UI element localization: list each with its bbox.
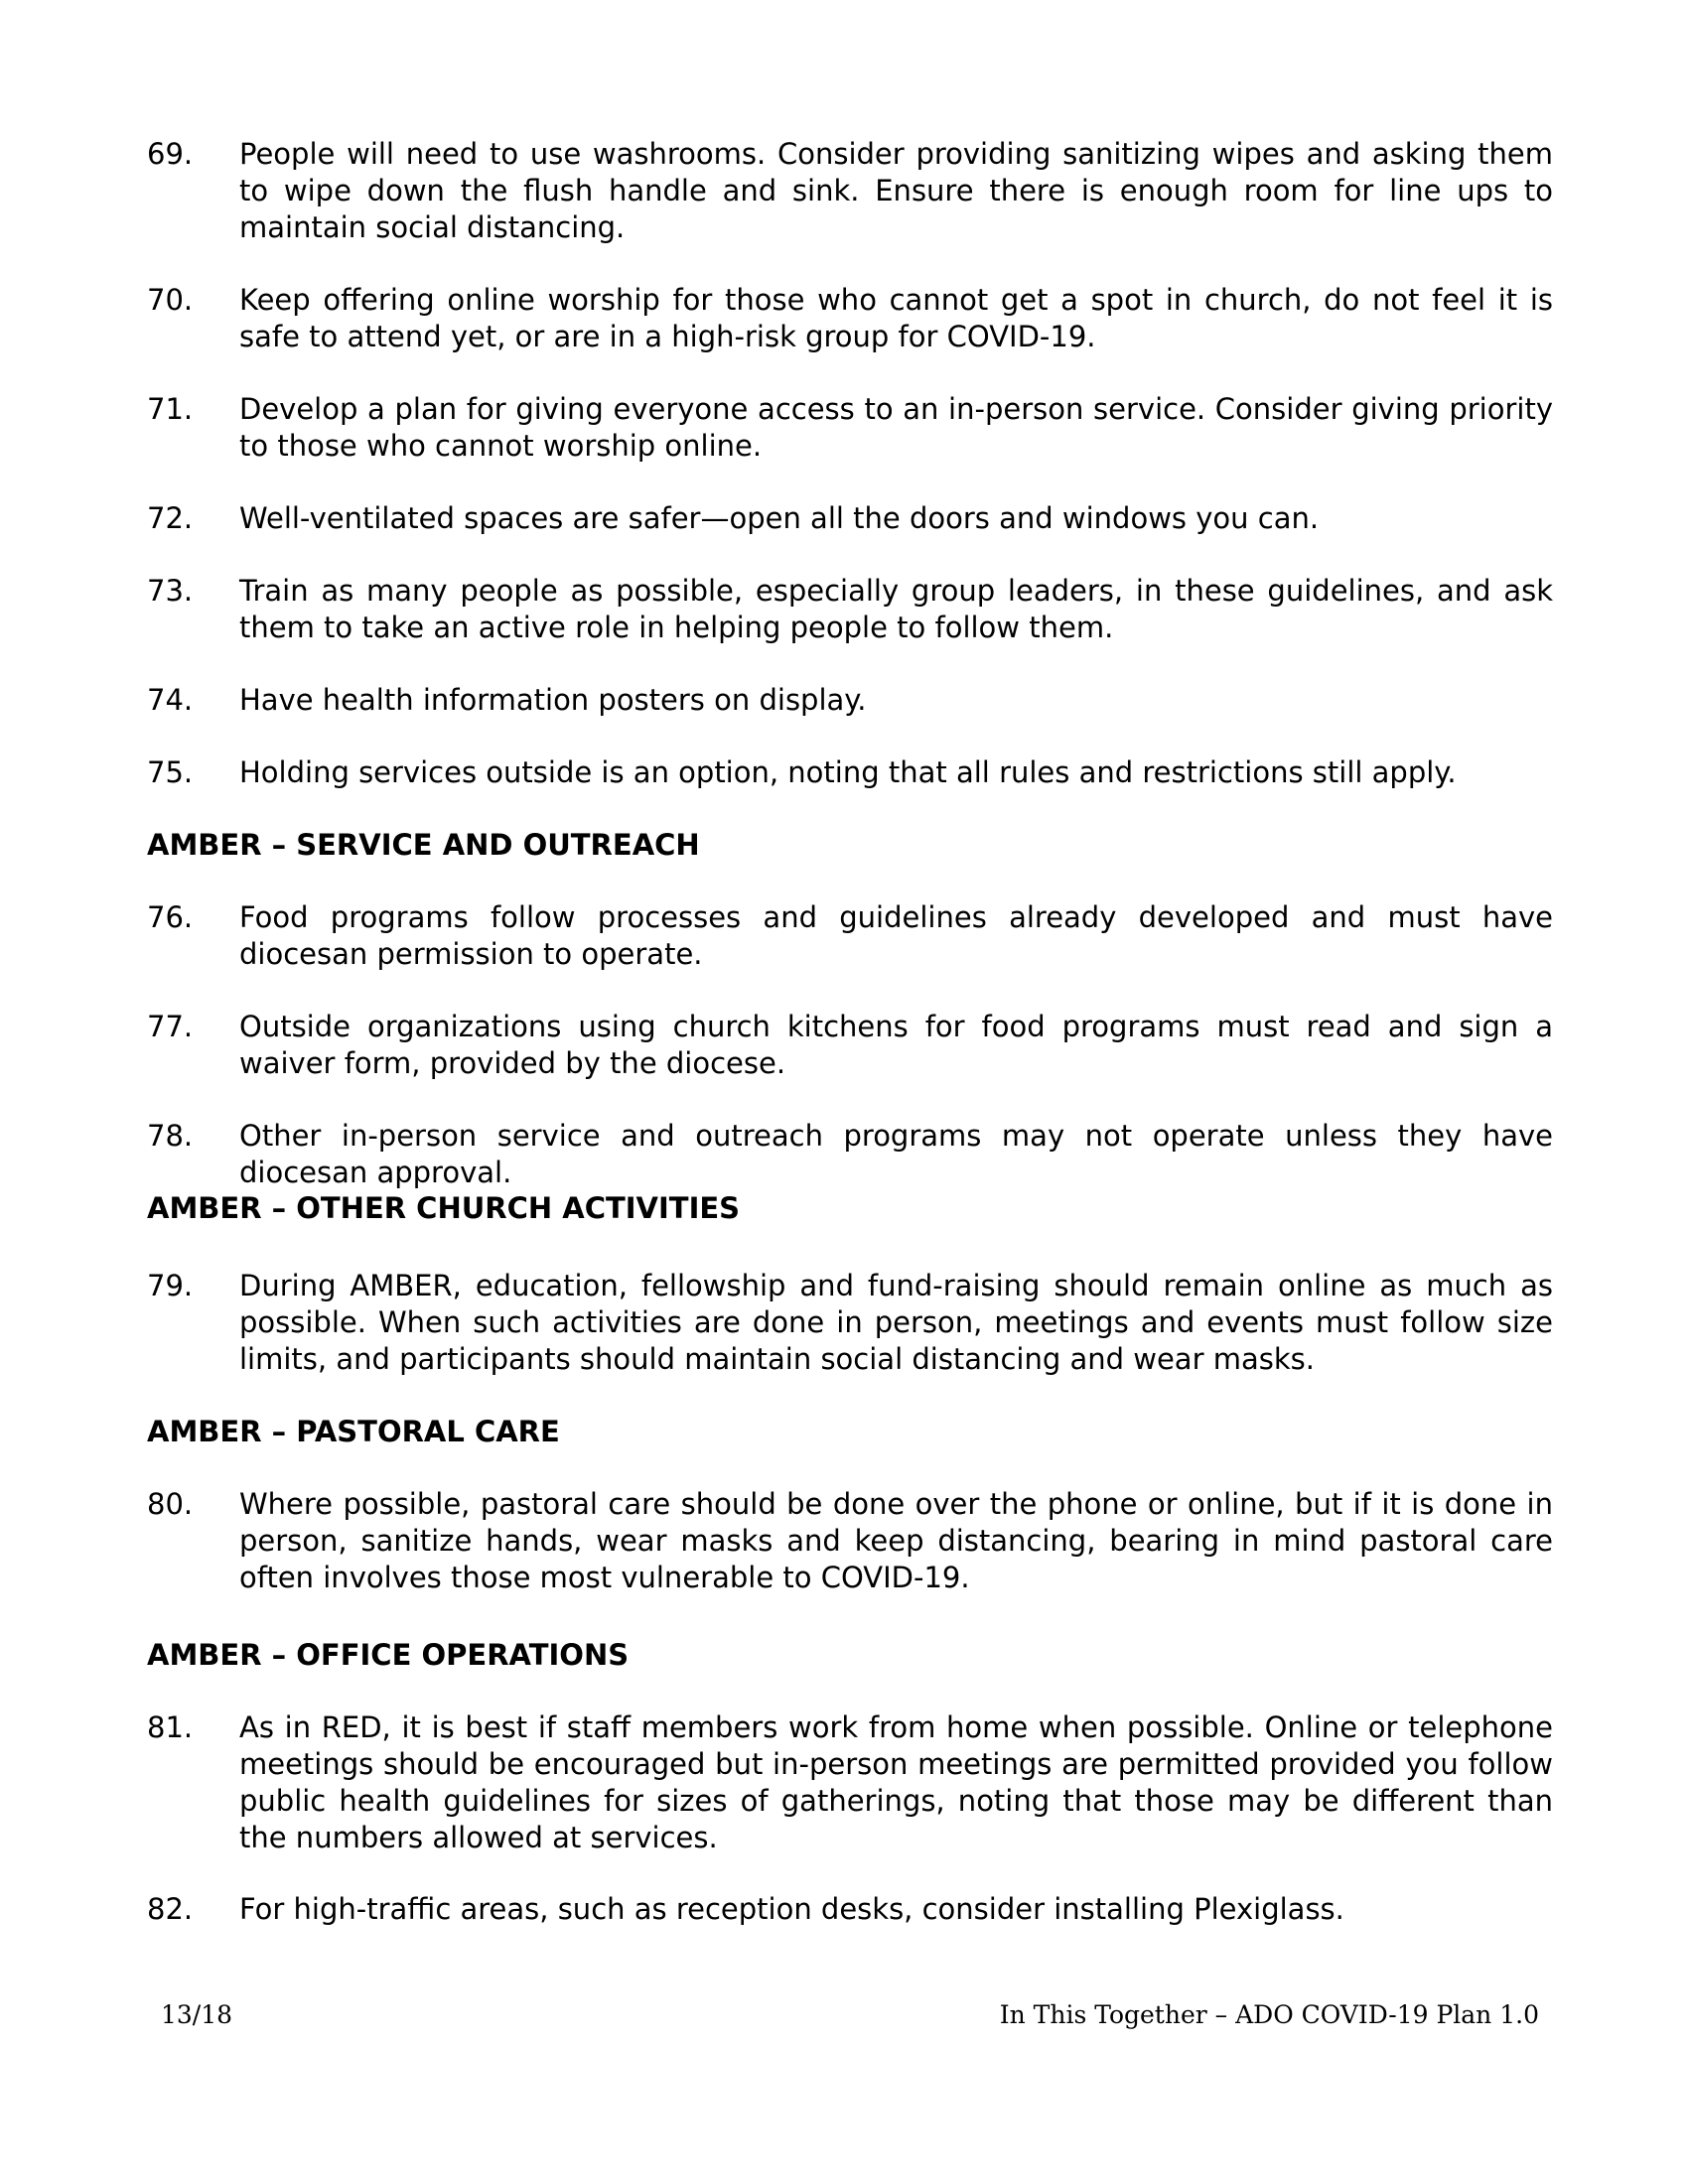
list-item-79 [147,1268,1553,1378]
list-item-73 [147,573,1553,646]
list-item-69 [147,136,1553,246]
section-heading-service-outreach: AMBER – SERVICE AND OUTREACH [147,828,700,862]
section-heading-office-operations: AMBER – OFFICE OPERATIONS [147,1638,630,1672]
item-text: Other in-person service and outreach programs may not operate unless they have diocesan approval. [239,1119,1553,1189]
item-text: Train as many people as possible, especially group leaders, in these guidelines, and ask them to take an active role in helping people to follow them. [239,574,1553,644]
item-number: 74. [147,683,194,717]
item-text: During AMBER, education, fellowship and fund-raising should remain online as much as possible. When such activities are done in person, meetings and events must follow size limits, and participants should maintain social distancing and wear masks. [239,1269,1553,1376]
item-number: 75. [147,755,194,789]
list-item-74 [147,682,1553,719]
section-heading-other-activities: AMBER – OTHER CHURCH ACTIVITIES [147,1191,741,1225]
list-item-77 [147,1009,1553,1082]
list-item-82 [147,1891,1553,1928]
item-text: Where possible, pastoral care should be done over the phone or online, but if it is done in person, sanitize hands, wear masks and keep distancing, bearing in mind pastoral care often involves those most vulnerable to COVID-19. [239,1487,1553,1594]
item-text: For high-traffic areas, such as reception desks, consider installing Plexiglass. [239,1892,1344,1926]
item-text: Holding services outside is an option, noting that all rules and restrictions still apply. [239,755,1457,789]
page-number: 13/18 [161,2000,233,2029]
list-item-76 [147,899,1553,973]
item-text: As in RED, it is best if staff members work from home when possible. Online or telephone meetings should be encouraged but in-person meetings are permitted provided you follow public health guidelines for sizes of gatherings, noting that those may be different than the numbers allowed at services. [239,1710,1553,1854]
item-text: People will need to use washrooms. Consider providing sanitizing wipes and asking them to wipe down the flush handle and sink. Ensure there is enough room for line ups to maintain social distancing. [239,137,1553,244]
list-item-75 [147,754,1553,791]
item-number: 81. [147,1710,194,1744]
item-number: 77. [147,1010,194,1043]
item-number: 79. [147,1269,194,1302]
item-text: Outside organizations using church kitchens for food programs must read and sign a waiver form, provided by the diocese. [239,1010,1553,1080]
list-item-71 [147,391,1553,465]
item-number: 73. [147,574,194,608]
item-number: 78. [147,1119,194,1153]
item-text: Well-ventilated spaces are safer—open all the doors and windows you can. [239,501,1320,535]
list-item-72 [147,500,1553,537]
item-text: Develop a plan for giving everyone access to an in-person service. Consider giving priority to those who cannot worship online. [239,392,1553,463]
item-number: 69. [147,137,194,171]
item-number: 71. [147,392,194,426]
list-item-78 [147,1118,1553,1191]
item-number: 80. [147,1487,194,1521]
item-text: Food programs follow processes and guidelines already developed and must have diocesan permission to operate. [239,900,1553,971]
item-text: Keep offering online worship for those who cannot get a spot in church, do not feel it is safe to attend yet, or are in a high-risk group for COVID-19. [239,283,1553,353]
list-item-81 [147,1709,1553,1856]
item-number: 72. [147,501,194,535]
item-number: 76. [147,900,194,934]
footer-document-title: In This Together – ADO COVID-19 Plan 1.0 [999,2000,1539,2029]
item-text: Have health information posters on display. [239,683,867,717]
list-item-70 [147,282,1553,355]
section-heading-pastoral-care: AMBER – PASTORAL CARE [147,1415,560,1448]
list-item-80 [147,1486,1553,1596]
item-number: 82. [147,1892,194,1926]
item-number: 70. [147,283,194,317]
